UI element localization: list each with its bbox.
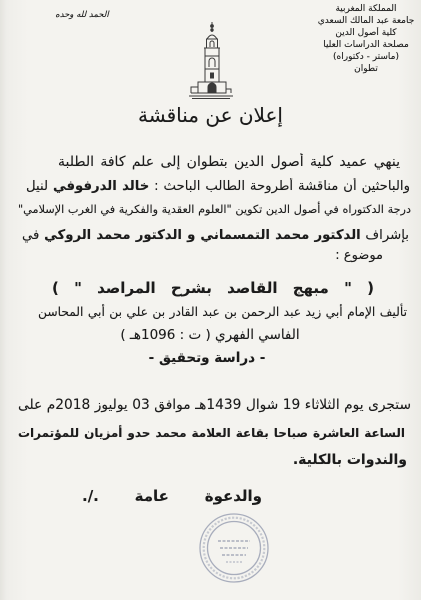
body-line-2 — [26, 178, 410, 196]
student-name: خالد الدرفوفي — [52, 179, 150, 194]
body-line-2-suffix: لنيل — [26, 179, 53, 194]
body-line-1: ينهي عميد كلية أصول الدين بتطوان إلى علم كافة الطلبة — [58, 154, 400, 170]
thesis-title: ( " مبهج القاصد بشرح المراصد " ) — [52, 279, 374, 297]
supervision-suffix: في — [22, 228, 45, 243]
subject-label: موضوع : — [335, 248, 383, 263]
institution-line-city-wrap — [315, 63, 417, 75]
institution-line-department: مصلحة الدراسات العليا — [323, 40, 409, 50]
body-line-3: درجة الدكتوراه في أصول الدين تكوين "العلوم العقدية والفكرية في الغرب الإسلامي" — [18, 203, 411, 216]
institution-line-faculty: كلية أصول الدين — [335, 28, 397, 38]
schedule-line-1: ستجرى يوم الثلاثاء 19 شوال 1439هـ موافق 03 يوليوز 2018م على — [18, 397, 411, 413]
institution-line-programs: (ماستر - دكتوراه) — [333, 52, 399, 62]
official-stamp-icon — [196, 510, 272, 586]
supervisors-names: الدكتور محمد التمسماني و الدكتور محمد الروكي — [44, 228, 361, 243]
body-line-2-prefix: والباحثين أن مناقشة أطروحة الطالب الباحث : — [149, 179, 410, 194]
institution-line-kingdom: المملكة المغربية — [335, 4, 397, 14]
schedule-line-2: الساعة العاشرة صباحا بقاعة العلامة محمد حدو أمزيان للمؤتمرات — [18, 426, 405, 440]
supervision-prefix: بإشراف — [360, 228, 409, 243]
institution-line-university: جامعة عبد المالك السعدي — [317, 16, 415, 26]
institution-line-city: تطوان — [348, 64, 384, 75]
opening-phrase: الحمد لله وحده — [55, 10, 109, 20]
schedule-line-3: والندوات بالكلية. — [292, 452, 407, 468]
body-line-4 — [22, 227, 409, 245]
thesis-author-line-1: تأليف الإمام أبي زيد عبد الرحمن بن عبد القادر بن علي بن أبي المحاسن — [38, 305, 407, 319]
institution-header — [315, 3, 417, 75]
thesis-work-type: - دراسة وتحقيق - — [148, 350, 266, 366]
minaret-logo-icon — [186, 20, 236, 100]
thesis-author-line-2: الفاسي الفهري ( ت : 1096هـ ) — [120, 327, 300, 343]
closing-invitation: والدعوة عامة ./. — [82, 487, 262, 505]
announcement-title: إعلان عن مناقشة — [138, 103, 283, 127]
